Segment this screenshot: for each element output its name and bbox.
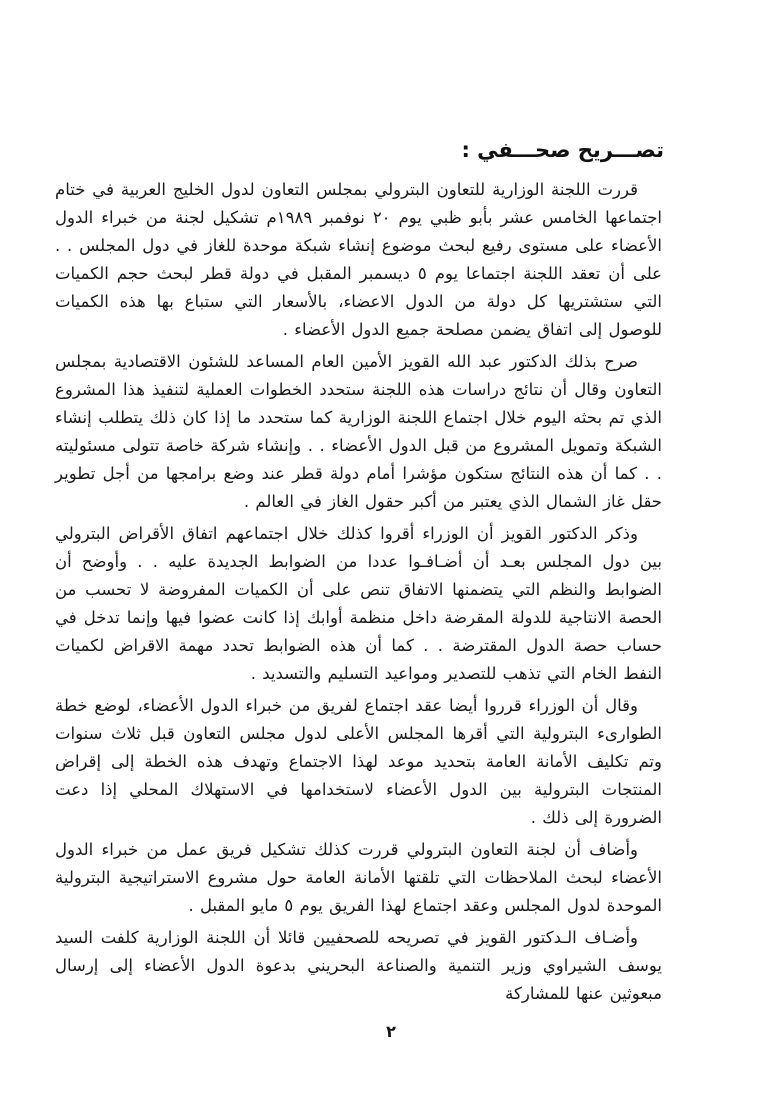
paragraph: وأضـاف الـدكتور القويز في تصريحه للصحفيين قائلا أن اللجنة الوزارية كلفت السيد يوسف الشيراوي وزير التنمية والصناعة البحريني بدعوة الدول الأعضاء إلى إرسال مبعوثين عنها للمشاركة	[55, 928, 662, 1003]
page-number: ٢	[386, 1022, 396, 1041]
paragraph: قررت اللجنة الوزارية للتعاون البترولي بمجلس التعاون لدول الخليج العربية في ختام اجتماعها الخامس عشر بأبو ظبي يوم ٢٠ نوفمبر ١٩٨٩م تشكيل لجنة من خبراء الدول الأعضاء على مستوى رفيع لبحث موضوع إنشاء شبكة موحدة للغاز في دول المجلس . . على أن تعقد اللجنة اجتماعا يوم ٥ ديسمبر المقبل في دولة قطر لبحث حجم الكميات التي ستشتريها كل دولة من الدول الاعضاء، بالأسعار التي ستباع بها هذه الكميات للوصول إلى اتفاق يضمن مصلحة جميع الدول الأعضاء .	[55, 180, 663, 339]
paragraph: وقال أن الوزراء قرروا أيضا عقد اجتماع لفريق من خبراء الدول الأعضاء، لوضع خطة الطوارىء البترولية التي أقرها المجلس الأعلى لدول مجلس التعاون قبل ثلاث سنوات وتم تكليف الأمانة العامة بتحديد موعد لهذا الاجتماع وتهدف هذه الخطة إلى إقراض المنتجات البترولية بين الدول الأعضاء لاستخدامها في الاستهلاك المحلي إذا دعت الضرورة إلى ذلك .	[55, 696, 662, 827]
paragraph: وذكر الدكتور القويز أن الوزراء أقروا كذلك خلال اجتماعهم اتفاق الأقراض البترولي بين دول المجلس بعـد أن أضـافـوا عددا من الضوابط الجديدة عليه . . وأوضح أن الضوابط والنظم التي يتضمنها الاتفاق تنص على أن الكميات المفروضة لا تحسب من الحصة الانتاجية للدولة المقرضة داخل منظمة أوابك إذا كانت عضوا فيها وإنما تدخل في حساب حصة الدول المقترضة . . كما أن هذه الضوابط تحدد مهمة الاقراض لكميات النفط الخام التي تذهب للتصدير ومواعيد التسليم والتسديد .	[55, 524, 662, 683]
paragraph: صرح بذلك الدكتور عبد الله القويز الأمين العام المساعد للشئون الاقتصادية بمجلس التعاون وقال أن نتائج دراسات هذه اللجنة ستحدد الخطوات العملية لتنفيذ هذا المشروع الذي تم بحثه اليوم خلال اجتماع اللجنة الوزارية كما ستحدد ما إذا كان ذلك يتطلب إنشاء الشبكة وتمويل المشروع من قبل الدول الأعضاء . . وإنشاء شركة خاصة تتولى مسئوليته . . كما أن هذه النتائج ستكون مؤشرا أمام دولة قطر عند وضع برامجها من أجل تطوير حقل غاز الشمال الذي يعتبر من أكبر حقول الغاز في العالم .	[55, 352, 662, 511]
page-title: تصـــريح صحـــفي :	[461, 138, 664, 162]
document-body	[55, 176, 662, 1012]
paragraph: وأضاف أن لجنة التعاون البترولي قررت كذلك تشكيل فريق عمل من خبراء الدول الأعضاء لبحث الملاحظات التي تلقتها الأمانة العامة حول مشروع الاستراتيجية البترولية الموحدة لدول المجلس وعقد اجتماع لهذا الفريق يوم ٥ مايو المقبل .	[55, 840, 662, 915]
